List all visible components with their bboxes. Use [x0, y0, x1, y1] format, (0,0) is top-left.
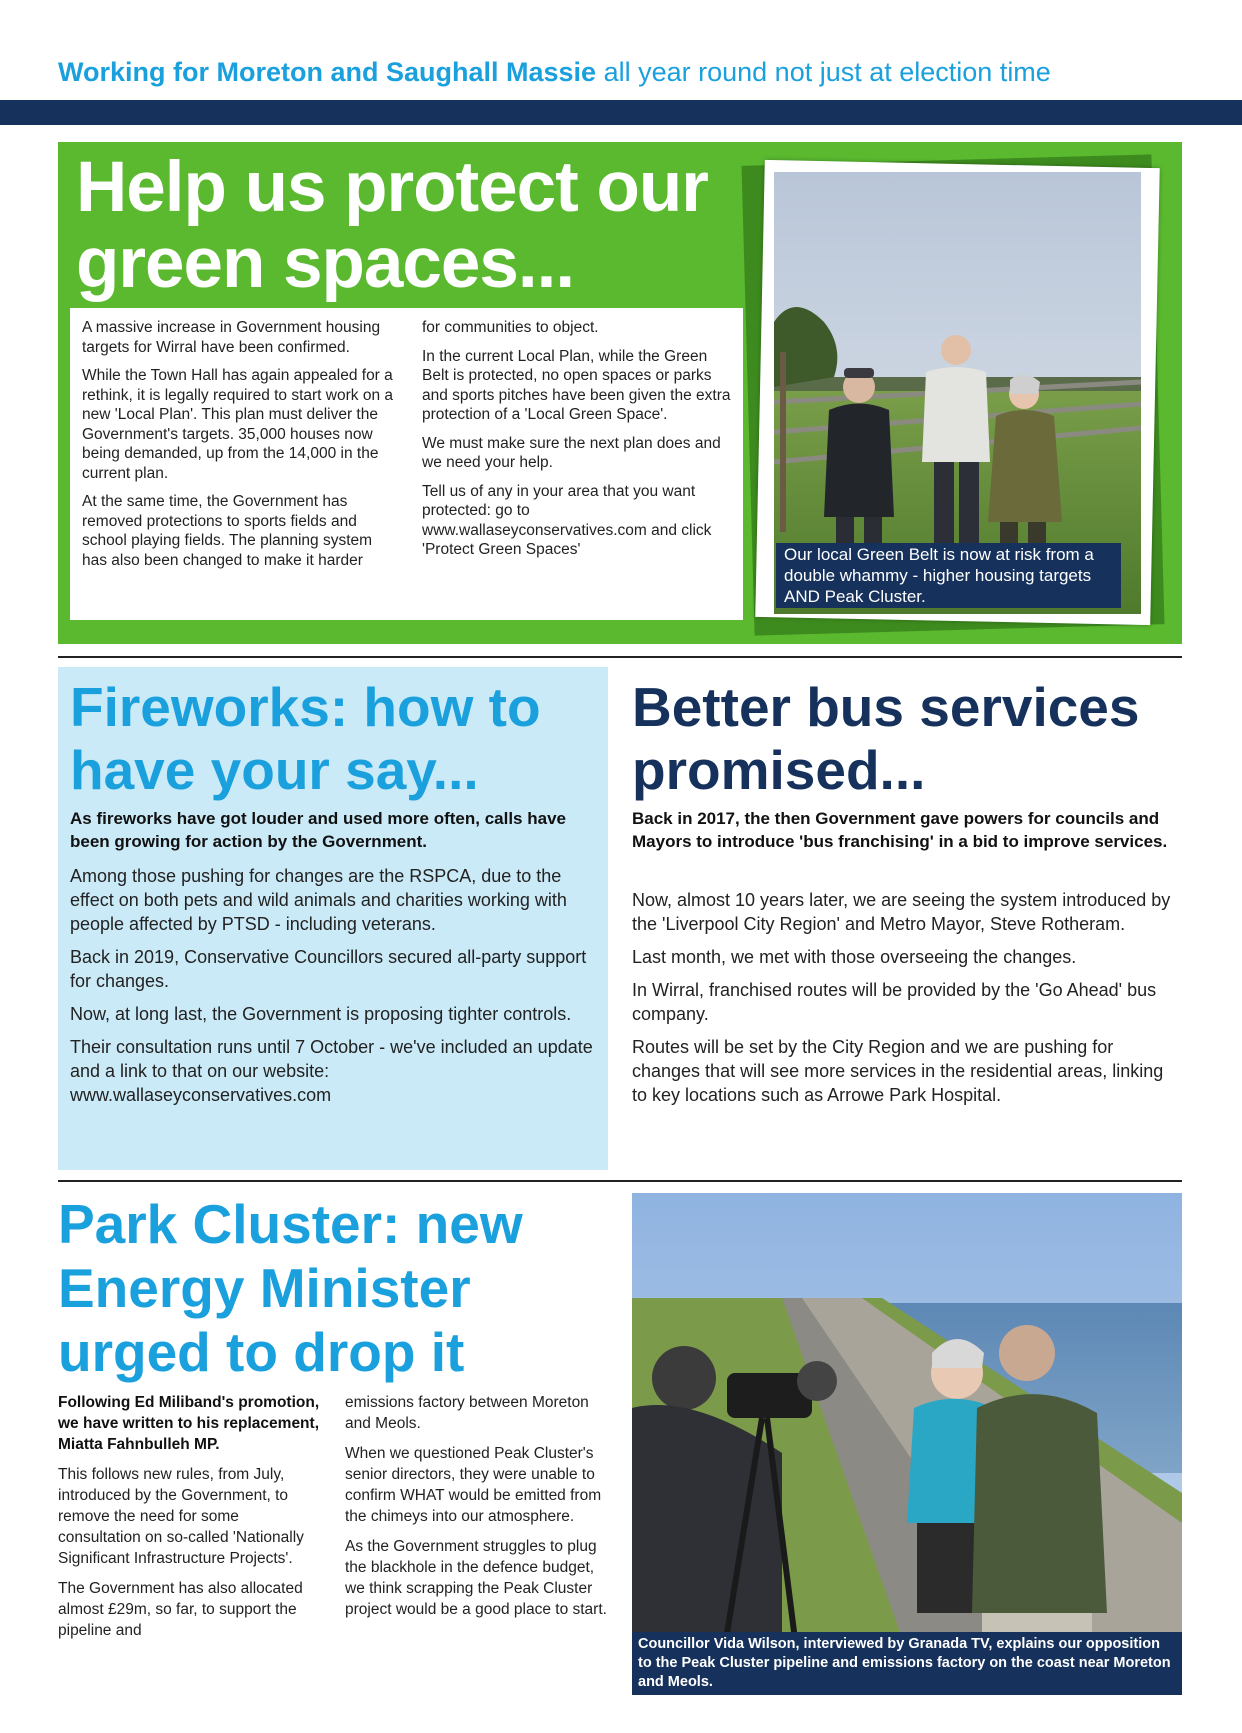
paragraph: The Government has also allocated almost £29m, so far, to support the pipeline and — [58, 1580, 303, 1639]
paragraph: While the Town Hall has again appealed for a rethink, it is legally required to start work on a new 'Local Plan'. This plan must deliver the Government's targets. 35,000 houses now being demanded, up from the 14,000 in the current plan. — [82, 367, 393, 482]
green-spaces-text-box — [70, 308, 743, 620]
paragraph: Among those pushing for changes are the RSPCA, due to the effect on both pets and wild animals and charities working with people affected by PTSD - including veterans. — [70, 866, 567, 934]
paragraph: Back in 2019, Conservative Councillors secured all-party support for changes. — [70, 947, 587, 991]
park-cluster-column-1 — [58, 1392, 320, 1650]
green-spaces-column-2 — [422, 318, 738, 569]
paragraph: for communities to object. — [422, 319, 599, 336]
paragraph: emissions factory between Moreton and Meols. — [345, 1394, 589, 1432]
strapline-strong: Working for Moreton and Saughall Massie — [58, 57, 597, 87]
section-divider — [58, 656, 1182, 658]
paragraph: In Wirral, franchised routes will be provided by the 'Go Ahead' bus company. — [632, 980, 1157, 1024]
bus-services-lead: Back in 2017, the then Government gave powers for councils and Mayors to introduce 'bus franchising' in a bid to improve services. — [632, 809, 1168, 851]
paragraph: Tell us of any in your area that you want protected: go to www.wallaseyconservatives.com and click 'Protect Green Spaces' — [422, 482, 712, 558]
header-band — [0, 100, 1242, 125]
section-divider — [58, 1180, 1182, 1182]
paragraph: At the same time, the Government has removed protections to sports fields and school playing fields. The planning system has also been changed to make it harder — [82, 493, 373, 569]
paragraph: Now, almost 10 years later, we are seeing the system introduced by the 'Liverpool City Region' and Metro Mayor, Steve Rotheram. — [632, 890, 1171, 934]
paragraph: We must make sure the next plan does and we need your help. — [422, 434, 721, 471]
green-belt-photo-caption: Our local Green Belt is now at risk from a double whammy - higher housing targets AND Peak Cluster. — [776, 543, 1121, 608]
park-cluster-title: Park Cluster: new Energy Minister urged to drop it — [58, 1193, 523, 1383]
bus-services-body — [632, 888, 1182, 1116]
paragraph: A massive increase in Government housing targets for Wirral have been confirmed. — [82, 319, 381, 356]
paragraph: Now, at long last, the Government is proposing tighter controls. — [70, 1004, 572, 1024]
paragraph: In the current Local Plan, while the Green Belt is protected, no open spaces or parks and sports pitches have been given the extra protection of a 'Local Green Space'. — [422, 347, 731, 423]
green-spaces-column-1 — [82, 318, 400, 579]
paragraph: As the Government struggles to plug the blackhole in the defence budget, we think scrapping the Peak Cluster project would be a good place to start. — [345, 1538, 607, 1618]
paragraph: Last month, we met with those overseeing the changes. — [632, 947, 1077, 967]
fireworks-lead: As fireworks have got louder and used more often, calls have been growing for action by the Government. — [70, 809, 566, 851]
green-spaces-title: Help us protect our green spaces... — [76, 148, 708, 303]
paragraph: Their consultation runs until 7 October - we've included an update and a link to that on our website: www.wallaseyconservatives.com — [70, 1037, 593, 1105]
masthead-strapline — [58, 52, 1051, 92]
park-cluster-lead: Following Ed Miliband's promotion, we have written to his replacement, Miatta Fahnbulleh MP. — [58, 1394, 320, 1453]
strapline-rest: all year round not just at election time — [603, 57, 1051, 87]
bus-services-title: Better bus services promised... — [632, 676, 1140, 801]
interview-photo-illustration — [632, 1193, 1182, 1695]
fireworks-body — [70, 864, 595, 1116]
interview-photo-caption: Councillor Vida Wilson, interviewed by Granada TV, explains our opposition to the Peak Cluster pipeline and emissions factory on the coast near Moreton and Meols. — [632, 1632, 1182, 1695]
paragraph: This follows new rules, from July, introduced by the Government, to remove the need for some consultation on so-called 'Nationally Significant Infrastructure Projects'. — [58, 1466, 304, 1567]
paragraph: When we questioned Peak Cluster's senior directors, they were unable to confirm WHAT would be emitted from the chimeys into our atmosphere. — [345, 1445, 602, 1525]
fireworks-title: Fireworks: how to have your say... — [70, 676, 541, 801]
park-cluster-column-2 — [345, 1392, 615, 1629]
paragraph: Routes will be set by the City Region and we are pushing for changes that will see more services in the residential areas, linking to key locations such as Arrowe Park Hospital. — [632, 1037, 1164, 1105]
interview-photo — [632, 1193, 1182, 1695]
